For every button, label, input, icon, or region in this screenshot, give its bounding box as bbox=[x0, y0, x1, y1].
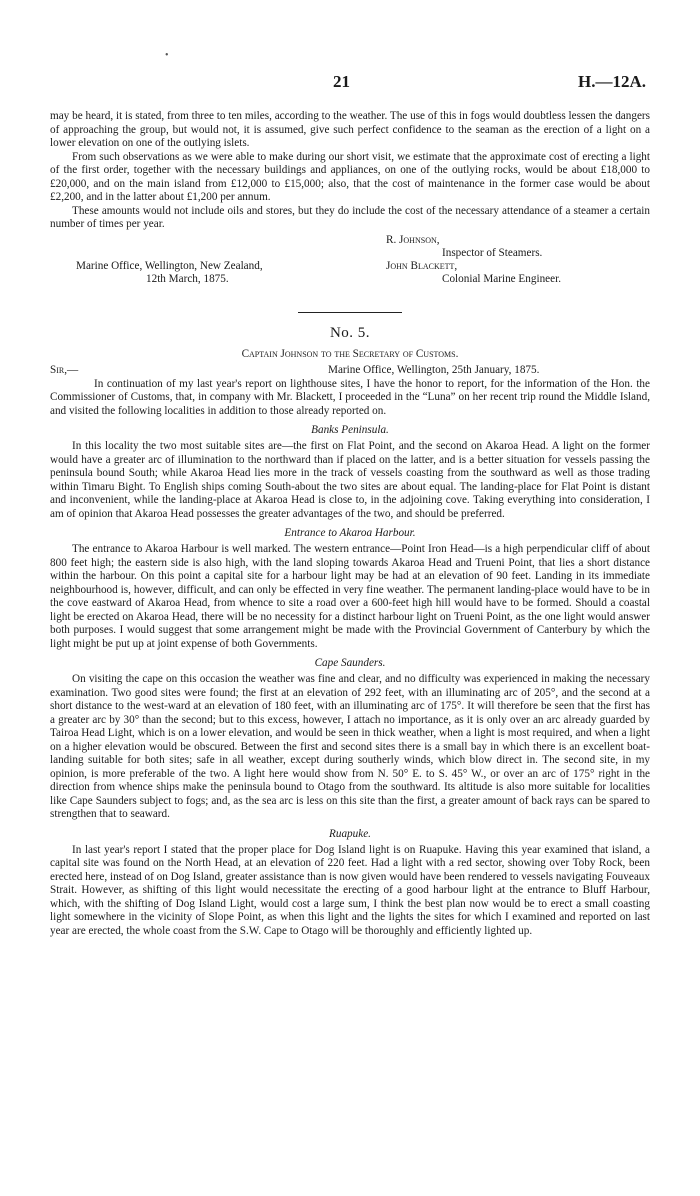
section-title-cape-saunders: Cape Saunders. bbox=[314, 657, 386, 669]
section-title-akaroa-harbour: Entrance to Akaroa Harbour. bbox=[284, 527, 416, 539]
section-text-cape-saunders: On visiting the cape on this occasion the weather was fine and clear, and no difficulty was experienced in making the necessary examination. Two good sites were found; the first at an elevation of 292 feet, with an illuminating arc of 205°, and the second at a short distance to the west-ward at an elevation of 180 feet, with an illuminating arc of 175°. It will therefore be seen that the first has a greater arc by 30° than the second; but to this excess, however, I attach no importance, as it is only over an arc already guarded by Tairoa Head Light, which is on a lower elevation, and would be seen in thick weather, when a light is most required, and when a light on a higher elevation would be obscured. Between the first and second sites there is a small bay in which there is an excellent boat-landing suitable for both sites; safe in all weather, except during southerly winds, which blow direct in. The second site, in my opinion, is more preferable of the two. A light here would show from N. 50° E. to S. 45° W., or over an arc of 175° right in the direction from whence ships make the peninsula bound to Otago from the southward. Its altitude is also more suitable for localities like Cape Saunders subject to fogs; and, as the sea arc is less on this site than the first, a greater amount of back rays can be spared to strengthen that to seaward. bbox=[50, 673, 650, 820]
intro-paragraph-3: These amounts would not include oils and stores, but they do include the cost of the necessary attendance of a steamer a certain number of times per year. bbox=[50, 204, 650, 230]
section-text-akaroa-harbour: The entrance to Akaroa Harbour is well marked. The western entrance—Point Iron Head—is a high perpendicular cliff of about 800 feet high; the eastern side is also high, with the land sloping towards Akaroa Head and Trueni Point, that lies a short distance within the harbour. On this point a capital site for a harbour light may be had at an elevation of 90 feet. Landing in its immediate neighbourhood is, however, difficult, and can only be effected in very fine weather. The permanent landing-place would have to be in the cove eastward of Akaroa Head, from whence to site a road over a 600-feet high hill would have to be formed. Should a coastal light be erected on Akaroa Head, there will be no necessity for a distinct harbour light on Trueni Point, as the one light would answer both purposes. I would suggest that some arrangement might be made with the Provincial Government of Canterbury by which the light might be put up at joint expense of both Governments. bbox=[50, 543, 650, 650]
page-body bbox=[50, 72, 650, 938]
page-number: 21 bbox=[333, 72, 350, 91]
intro-paragraph-1: may be heard, it is stated, from three to ten miles, according to the weather. The use of this in fogs would doubtless lessen the dangers of approaching the group, but would not, it is assumed, give such perfect confidence to the seaman as the erection of a light on a lower elevation on one of the outlying islets. bbox=[50, 110, 650, 149]
section-title-ruapuke: Ruapuke. bbox=[329, 827, 371, 840]
document-reference: H.—12A. bbox=[578, 72, 646, 91]
stray-mark: • bbox=[165, 50, 169, 61]
signatory-title-2: Colonial Marine Engineer. bbox=[442, 272, 561, 285]
signatory-name-1: R. Johnson, bbox=[386, 233, 440, 246]
signatory-name-2: John Blackett, bbox=[386, 259, 458, 272]
signature-place: Marine Office, Wellington, New Zealand, bbox=[76, 259, 263, 272]
section-text-banks-peninsula: In this locality the two most suitable sites are—the first on Flat Point, and the second on Akaroa Head. A light on the former would have a greater arc of illumination to the northward than if placed on the latter, and is a better situation for vessels passing the peninsula bound South; while Akaroa Head lies more in the track of vessels coasting from the southward as well as those trading within Timaru Bight. To English ships coming South-about the two sites are about equal. The landing-place for Flat Point is distant and inconvenient, while the landing-place at Akaroa Head is close to, in the adjoining cove. Taking everything into consideration, I am of opinion that Akaroa Head possesses the greater advantages of the two, and should be preferred. bbox=[50, 440, 650, 520]
letter-opening: In continuation of my last year's report on lighthouse sites, I have the honor to report, for the information of the Hon. the Commissioner of Customs, that, in company with Mr. Blackett, I proceeded in the “Luna” on her recent trip round the Middle Island, and visited the following localities in addition to those already reported on. bbox=[50, 377, 650, 417]
section-text-ruapuke: In last year's report I stated that the proper place for Dog Island light is on Ruapuke. Having this year examined that island, a capital site was found on the North Head, at an elevation of 220 feet. Had a light with a red sector, showing over Toby Rock, been erected here, instead of on Dog Island, greater assistance than is now given would have been rendered to vessels navigating Fouveaux Strait. However, as shifting of this light would necessitate the erecting of a good harbour light at the entrance to Bluff Harbour, which, with the shifting of Dog Island Light, would cost a large sum, I think the best plan now would be to erect a small coasting light somewhere in the vicinity of Slope Point, as when this light and the lights the sites for which I examined and reported on last year are erected, the whole coast from the S.W. Cape to Otago will be thoroughly and efficiently lighted up. bbox=[50, 843, 650, 937]
section-divider bbox=[298, 312, 402, 313]
letter-heading: Captain Johnson to the Secretary of Customs. bbox=[241, 347, 459, 360]
salutation-row bbox=[50, 364, 650, 378]
letter-dateline: Marine Office, Wellington, 25th January, 1875. bbox=[328, 363, 540, 376]
signature-block bbox=[50, 232, 650, 290]
letter-number: No. 5. bbox=[329, 324, 371, 341]
intro-paragraph-2: From such observations as we were able to make during our short visit, we estimate that the approximate cost of erecting a light of the first order, together with the necessary buildings and appliances, on one of the outlying rocks, would be about £18,000 to £20,000, and on the main island from £12,000 to £15,000; also, that the cost of maintenance in the former case would be about £2,200, and in the latter about £1,200 per annum. bbox=[50, 150, 650, 203]
signatory-title-1: Inspector of Steamers. bbox=[442, 246, 543, 259]
salutation: Sir,— bbox=[50, 363, 79, 376]
signature-date: 12th March, 1875. bbox=[146, 272, 229, 285]
section-title-banks-peninsula: Banks Peninsula. bbox=[311, 424, 389, 436]
